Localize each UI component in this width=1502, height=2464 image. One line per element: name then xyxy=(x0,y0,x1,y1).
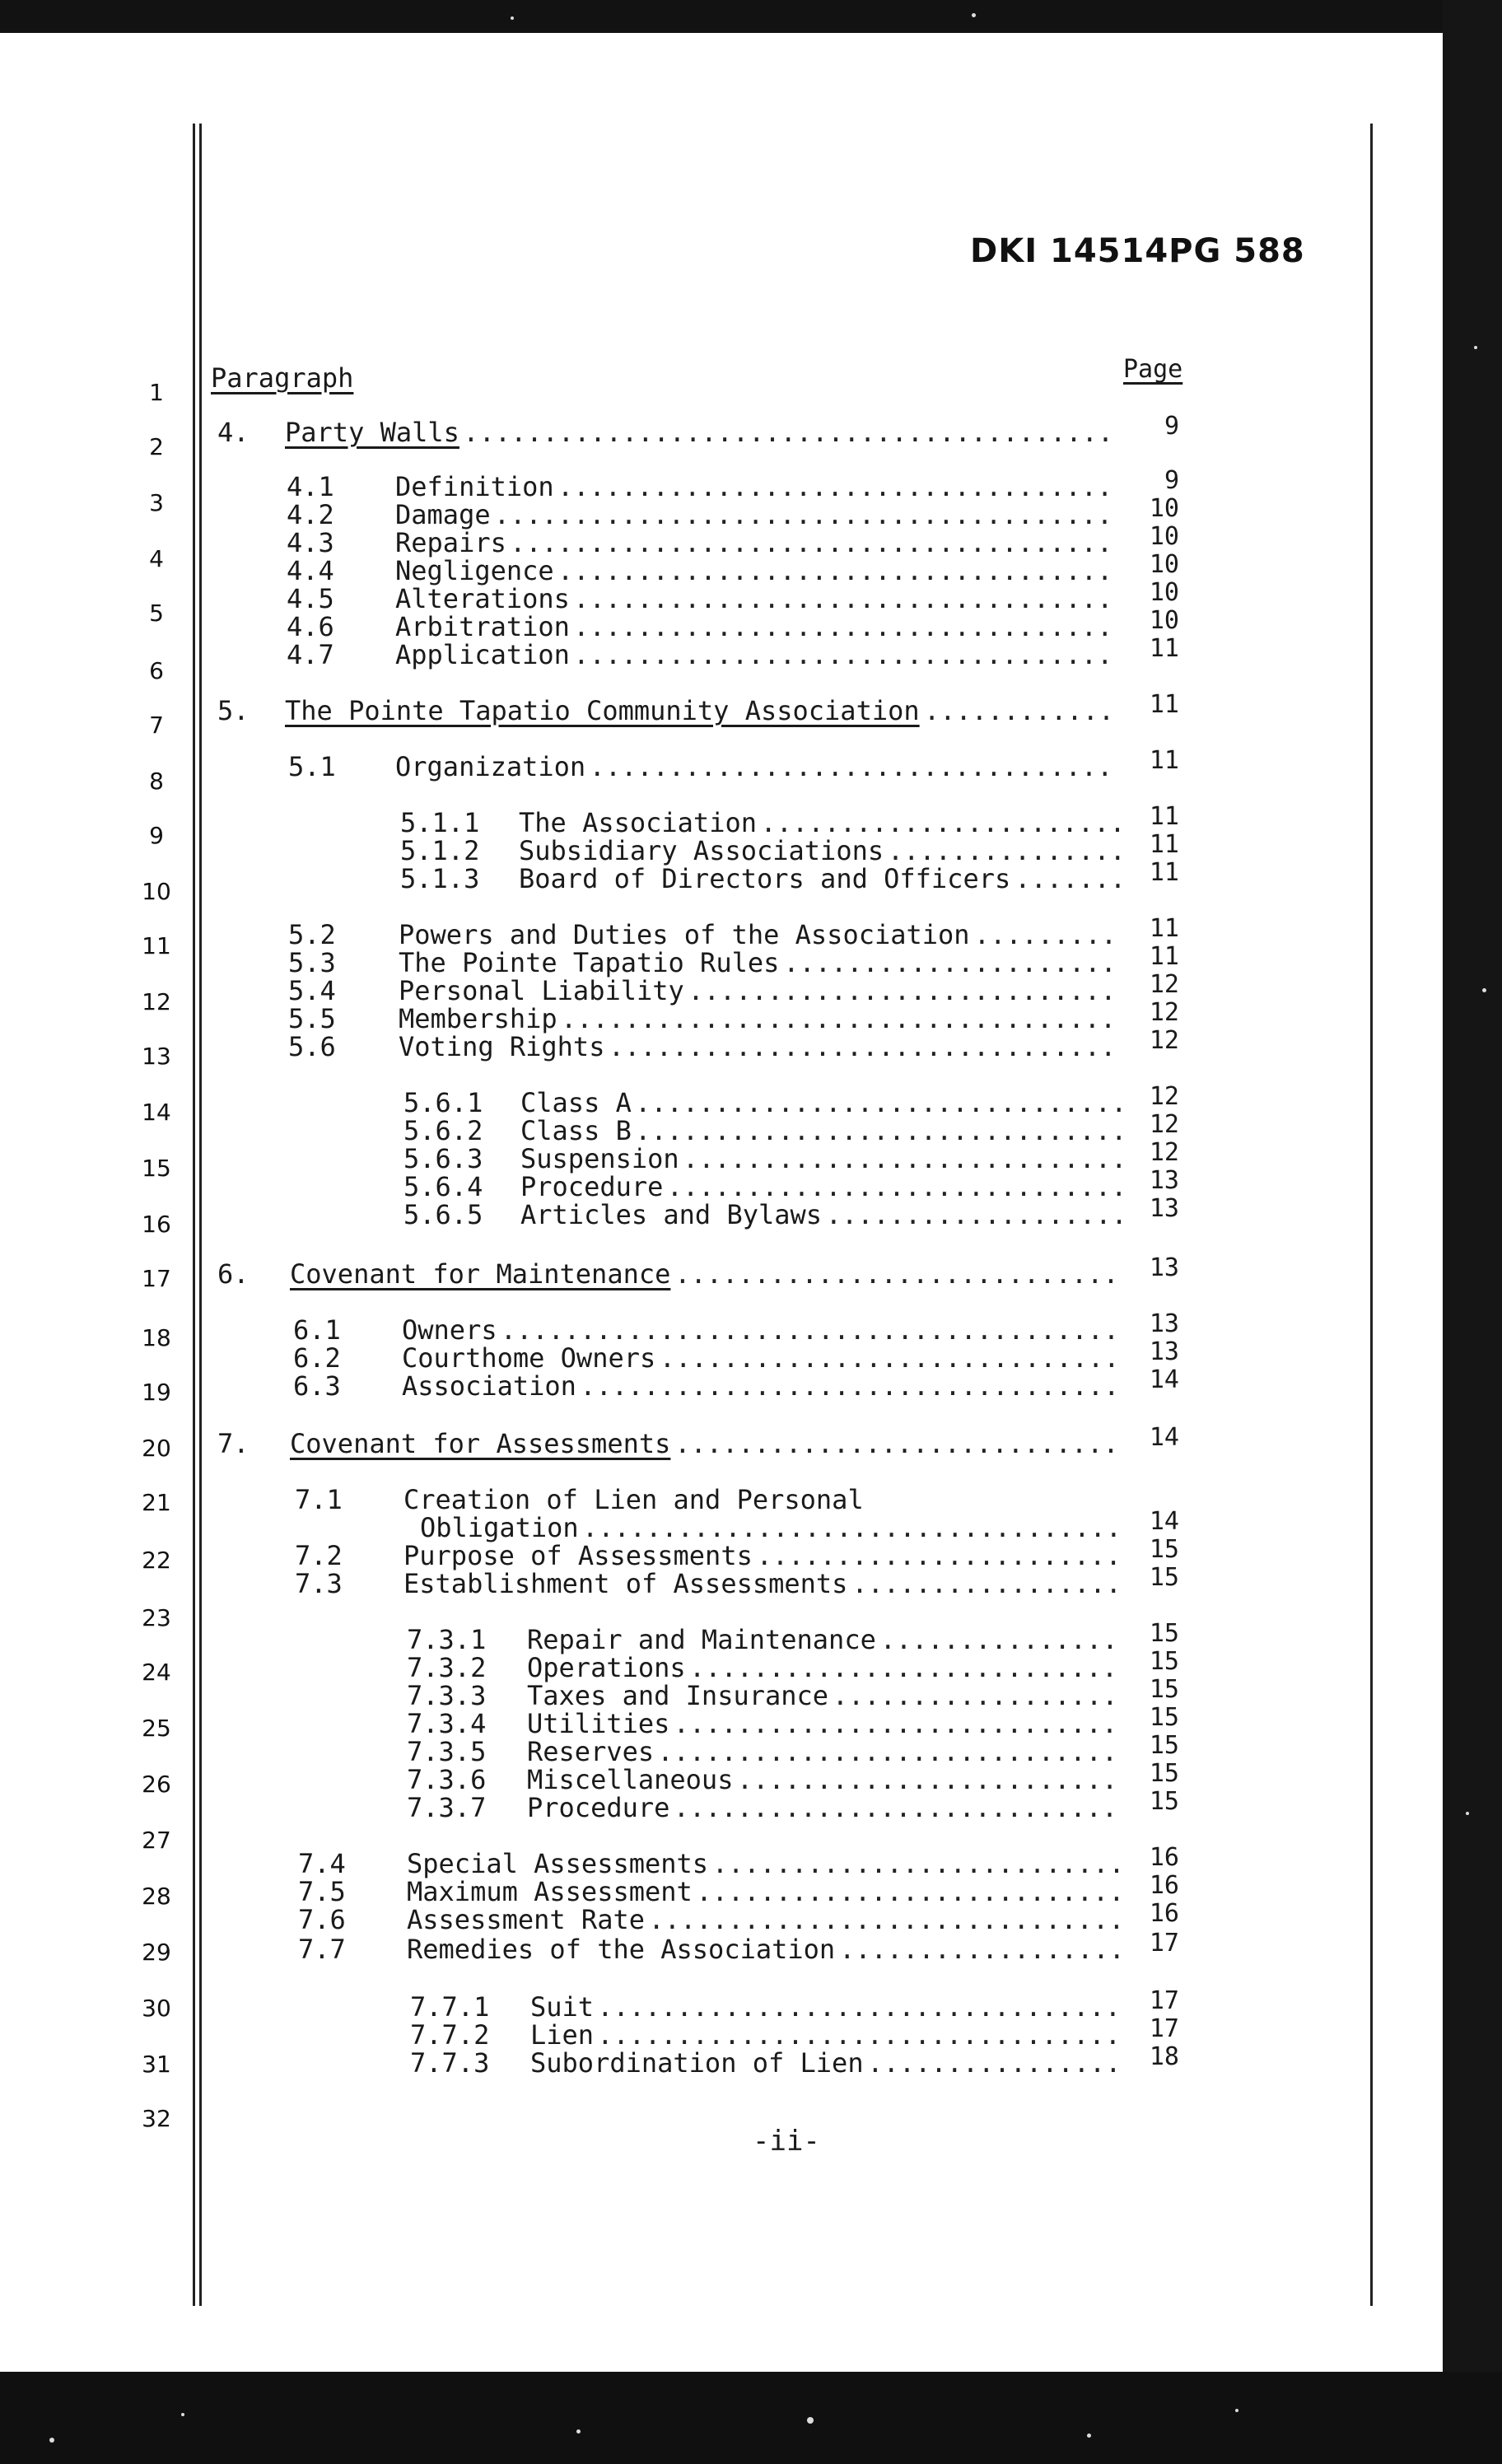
toc-entry-title: Articles and Bylaws xyxy=(520,1199,823,1230)
line-number: 21 xyxy=(142,1489,171,1516)
toc-entry-page: 11 xyxy=(1149,942,1179,971)
toc-entry-title: Damage xyxy=(395,499,491,530)
dot-leader: ................................ xyxy=(608,1031,1117,1062)
toc-entry-title: Remedies of the Association xyxy=(407,1934,836,1965)
line-number: 13 xyxy=(142,1043,171,1070)
toc-entry-number: 5.1 xyxy=(288,751,336,782)
dot-leader: ................................... xyxy=(561,1003,1117,1034)
toc-entry-page: 12 xyxy=(1149,998,1179,1027)
toc-entry-number: 4.2 xyxy=(287,499,334,530)
toc-entry-number: 5.6.3 xyxy=(403,1143,483,1174)
toc-entry-number: 5.1.2 xyxy=(400,835,480,866)
toc-entry-number: 4.7 xyxy=(287,639,334,670)
line-number: 32 xyxy=(142,2105,171,2132)
toc-entry-number: 5.3 xyxy=(288,947,336,978)
toc-entry-number: 5.6.5 xyxy=(403,1199,483,1230)
line-number: 4 xyxy=(149,545,164,572)
toc-entry-page: 12 xyxy=(1149,1026,1179,1055)
toc-entry-title: Class B xyxy=(520,1115,632,1146)
line-number: 23 xyxy=(142,1604,171,1631)
line-number: 9 xyxy=(149,822,164,849)
toc-entry-page: 15 xyxy=(1149,1731,1179,1760)
toc-entry-page: 15 xyxy=(1149,1647,1179,1676)
toc-entry-title: Membership xyxy=(399,1003,557,1034)
toc-entry-title: Assessment Rate xyxy=(407,1904,645,1935)
dot-leader: ....... xyxy=(1015,863,1126,894)
scan-border-top xyxy=(0,0,1502,33)
dot-leader: ................................. xyxy=(597,2019,1121,2051)
toc-entry-number: 7.3.1 xyxy=(407,1624,487,1655)
toc-entry-title: Alterations xyxy=(395,583,570,614)
dot-leader: ............................... xyxy=(635,1087,1127,1118)
toc-entry-number: 6.1 xyxy=(293,1314,341,1346)
dot-leader: .................................. xyxy=(573,611,1113,642)
dot-leader: ............... xyxy=(879,1624,1118,1655)
dot-leader: .................................. xyxy=(582,1512,1122,1543)
line-number: 25 xyxy=(142,1715,171,1742)
toc-entry-number: 5. xyxy=(217,695,250,726)
dot-leader: .............................. xyxy=(648,1904,1125,1935)
dot-leader: ....................................... xyxy=(493,499,1113,530)
toc-entry-page: 15 xyxy=(1149,1787,1179,1816)
dot-leader: ................................. xyxy=(589,751,1113,782)
dot-leader: ...................................... xyxy=(510,527,1113,558)
toc-entry-title: Maximum Assessment xyxy=(407,1876,693,1907)
scan-border-right xyxy=(1443,0,1502,2464)
toc-entry-page: 13 xyxy=(1149,1194,1179,1223)
toc-entry-page: 13 xyxy=(1149,1309,1179,1338)
dot-leader: ................................. xyxy=(597,1991,1121,2023)
dot-leader: ....................... xyxy=(760,807,1126,838)
dot-leader: ..................... xyxy=(783,947,1117,978)
toc-entry-title: The Association xyxy=(519,807,757,838)
toc-entry-page: 10 xyxy=(1149,606,1179,635)
dot-leader: ....................... xyxy=(756,1540,1122,1571)
toc-entry-title: Courthome Owners xyxy=(402,1342,656,1374)
line-number: 14 xyxy=(142,1099,171,1126)
dot-leader: .................. xyxy=(839,1934,1125,1965)
toc-entry-title: Party Walls xyxy=(285,417,459,448)
dot-leader: ................... xyxy=(825,1199,1127,1230)
toc-entry-page: 15 xyxy=(1149,1759,1179,1788)
toc-entry-title: Procedure xyxy=(520,1171,664,1202)
toc-entry-page: 11 xyxy=(1149,690,1179,719)
toc-entry-page: 14 xyxy=(1149,1365,1179,1394)
toc-entry-page: 15 xyxy=(1149,1619,1179,1648)
toc-entry-number: 7.2 xyxy=(295,1540,343,1571)
toc-entry-number: 5.6.2 xyxy=(403,1115,483,1146)
toc-entry-number: 4.4 xyxy=(287,555,334,586)
toc-entry-number: 7.3.2 xyxy=(407,1652,487,1683)
dot-leader: .................................. xyxy=(580,1370,1120,1402)
dot-leader: ............................ xyxy=(673,1792,1118,1823)
toc-entry-title: Procedure xyxy=(527,1792,670,1823)
dot-leader: ......................................... xyxy=(463,417,1114,448)
scan-speck xyxy=(511,16,514,20)
toc-entry-number: 7.3.3 xyxy=(407,1680,487,1711)
toc-entry-title: Board of Directors and Officers xyxy=(519,863,1011,894)
header-page: Page xyxy=(1123,355,1183,384)
toc-entry-number: 7.3 xyxy=(295,1568,343,1599)
toc-entry-title: Arbitration xyxy=(395,611,570,642)
toc-entry-title: Powers and Duties of the Association xyxy=(399,919,970,950)
toc-entry-page: 11 xyxy=(1149,830,1179,859)
toc-entry-title: Voting Rights xyxy=(399,1031,605,1062)
scan-speck xyxy=(1087,2434,1091,2438)
toc-entry-page: 13 xyxy=(1149,1337,1179,1366)
toc-entry-page: 17 xyxy=(1149,2014,1179,2043)
toc-entry-number: 7.3.4 xyxy=(407,1708,487,1739)
dot-leader: ............ xyxy=(924,695,1115,726)
toc-entry-number: 7.7 xyxy=(298,1934,346,1965)
line-number: 1 xyxy=(149,379,164,406)
line-number: 12 xyxy=(142,988,171,1015)
toc-entry-number: 7.5 xyxy=(298,1876,346,1907)
toc-entry-number: 5.6 xyxy=(288,1031,336,1062)
scan-border-bottom xyxy=(0,2372,1502,2464)
toc-entry-number: 4.3 xyxy=(287,527,334,558)
toc-entry-title: Purpose of Assessments xyxy=(403,1540,753,1571)
toc-entry-title: Subordination of Lien xyxy=(530,2047,864,2079)
toc-entry-title: Class A xyxy=(520,1087,632,1118)
dot-leader: ............................ xyxy=(673,1708,1118,1739)
toc-entry-number: 5.6.1 xyxy=(403,1087,483,1118)
line-number: 22 xyxy=(142,1547,171,1574)
line-number: 26 xyxy=(142,1771,171,1798)
toc-entry-title: Special Assessments xyxy=(407,1848,709,1879)
toc-entry-number: 6. xyxy=(217,1258,250,1290)
toc-entry-number: 7.4 xyxy=(298,1848,346,1879)
toc-entry-title: Reserves xyxy=(527,1736,655,1767)
line-number: 10 xyxy=(142,878,171,905)
scan-speck xyxy=(1466,1812,1469,1815)
toc-entry-page: 10 xyxy=(1149,550,1179,579)
dot-leader: ............................ xyxy=(674,1428,1119,1459)
toc-entry-page: 10 xyxy=(1149,522,1179,551)
toc-entry-page: 15 xyxy=(1149,1703,1179,1732)
toc-entry-page: 12 xyxy=(1149,1082,1179,1111)
line-number: 11 xyxy=(142,932,171,959)
toc-entry-page: 16 xyxy=(1149,1899,1179,1928)
toc-entry-number: 6.3 xyxy=(293,1370,341,1402)
toc-entry-page: 12 xyxy=(1149,1138,1179,1167)
scan-speck xyxy=(576,2429,581,2434)
toc-entry-title: Utilities xyxy=(527,1708,670,1739)
toc-entry-page: 16 xyxy=(1149,1843,1179,1872)
toc-entry-page: 13 xyxy=(1149,1166,1179,1195)
toc-entry-number: 6.2 xyxy=(293,1342,341,1374)
dot-leader: ............................. xyxy=(659,1342,1120,1374)
toc-entry-page: 15 xyxy=(1149,1563,1179,1592)
dot-leader: ......... xyxy=(973,919,1117,950)
toc-entry-page: 11 xyxy=(1149,858,1179,887)
scan-speck xyxy=(807,2417,814,2424)
line-number: 17 xyxy=(142,1265,171,1292)
toc-entry-title: Association xyxy=(402,1370,576,1402)
toc-entry-number: 7.3.5 xyxy=(407,1736,487,1767)
toc-entry-title: Organization xyxy=(395,751,586,782)
dot-leader: .................................. xyxy=(573,583,1113,614)
line-number: 5 xyxy=(149,600,164,627)
dot-leader: ................. xyxy=(851,1568,1122,1599)
line-number: 31 xyxy=(142,2051,171,2078)
left-margin-rule-inner xyxy=(199,124,202,2306)
toc-entry-title: Application xyxy=(395,639,570,670)
toc-entry-title: Personal Liability xyxy=(399,975,684,1006)
toc-entry-number: 7.7.2 xyxy=(410,2019,490,2051)
page-footer: -ii- xyxy=(753,2125,820,2158)
header-paragraph: Paragraph xyxy=(211,362,354,394)
toc-entry-number: 7.3.6 xyxy=(407,1764,487,1795)
toc-entry-title: Owners xyxy=(402,1314,497,1346)
toc-entry-title: Negligence xyxy=(395,555,554,586)
line-number: 18 xyxy=(142,1324,171,1351)
toc-entry-title: Repair and Maintenance xyxy=(527,1624,876,1655)
dot-leader: ....................................... xyxy=(500,1314,1120,1346)
scan-speck xyxy=(1235,2409,1238,2412)
toc-entry-page: 9 xyxy=(1164,466,1179,495)
toc-entry-page: 15 xyxy=(1149,1675,1179,1704)
toc-entry-title: Establishment of Assessments xyxy=(403,1568,848,1599)
dot-leader: ........................... xyxy=(696,1876,1125,1907)
toc-entry-number: 7.7.3 xyxy=(410,2047,490,2079)
line-number: 8 xyxy=(149,768,164,795)
toc-entry-title: Obligation xyxy=(420,1512,579,1543)
toc-entry-number: 5.6.4 xyxy=(403,1171,483,1202)
line-number: 19 xyxy=(142,1379,171,1406)
toc-entry-number: 7.1 xyxy=(295,1484,343,1515)
toc-entry-number: 7.6 xyxy=(298,1904,346,1935)
dot-leader: ............................ xyxy=(674,1258,1119,1290)
toc-entry-page: 11 xyxy=(1149,802,1179,831)
line-number: 6 xyxy=(149,657,164,684)
left-margin-rule xyxy=(193,124,195,2306)
toc-entry-title: Lien xyxy=(530,2019,595,2051)
toc-entry-page: 14 xyxy=(1149,1423,1179,1452)
toc-entry-title: Covenant for Assessments xyxy=(290,1428,671,1459)
toc-entry-title: Miscellaneous xyxy=(527,1764,734,1795)
toc-entry-title: Repairs xyxy=(395,527,506,558)
toc-entry-number: 7.7.1 xyxy=(410,1991,490,2023)
toc-entry-number: 7. xyxy=(217,1428,250,1459)
toc-entry-title: Operations xyxy=(527,1652,686,1683)
recording-stamp: DKI 14514PG 588 xyxy=(970,232,1305,270)
dot-leader: .................. xyxy=(832,1680,1118,1711)
dot-leader: ................................... xyxy=(557,471,1113,502)
scan-speck xyxy=(972,13,976,17)
toc-entry-title: Definition xyxy=(395,471,554,502)
dot-leader: .................................. xyxy=(573,639,1113,670)
toc-entry-number: 4.6 xyxy=(287,611,334,642)
toc-entry-number: 5.2 xyxy=(288,919,336,950)
toc-entry-page: 17 xyxy=(1149,1929,1179,1958)
toc-entry-page: 12 xyxy=(1149,1110,1179,1139)
toc-entry-number: 5.4 xyxy=(288,975,336,1006)
toc-entry-number: 5.5 xyxy=(288,1003,336,1034)
toc-entry-page: 10 xyxy=(1149,494,1179,523)
toc-entry-title: Suspension xyxy=(520,1143,679,1174)
toc-entry-page: 15 xyxy=(1149,1535,1179,1564)
line-number: 29 xyxy=(142,1939,171,1966)
line-number: 20 xyxy=(142,1435,171,1462)
toc-entry-number: 7.3.7 xyxy=(407,1792,487,1823)
toc-entry-page: 16 xyxy=(1149,1871,1179,1900)
toc-entry-page: 11 xyxy=(1149,746,1179,775)
dot-leader: ............................ xyxy=(683,1143,1127,1174)
dot-leader: ............... xyxy=(887,835,1126,866)
line-number: 15 xyxy=(142,1155,171,1182)
line-number: 7 xyxy=(149,712,164,739)
line-number: 24 xyxy=(142,1659,171,1686)
line-number: 2 xyxy=(149,433,164,460)
dot-leader: ................ xyxy=(867,2047,1122,2079)
line-number: 3 xyxy=(149,489,164,516)
toc-entry-title: Creation of Lien and Personal xyxy=(403,1484,864,1515)
toc-entry-title: Subsidiary Associations xyxy=(519,835,884,866)
toc-entry-page: 17 xyxy=(1149,1986,1179,2015)
right-margin-rule xyxy=(1370,124,1373,2306)
line-number: 30 xyxy=(142,1995,171,2022)
scan-speck xyxy=(181,2413,184,2416)
dot-leader: ........................... xyxy=(689,1652,1118,1683)
dot-leader: ............................. xyxy=(666,1171,1127,1202)
dot-leader: ........................... xyxy=(688,975,1117,1006)
toc-entry-number: 5.1.1 xyxy=(400,807,480,838)
toc-entry-title: Taxes and Insurance xyxy=(527,1680,829,1711)
scan-speck xyxy=(1474,346,1477,349)
toc-entry-page: 13 xyxy=(1149,1253,1179,1282)
line-number: 16 xyxy=(142,1211,171,1238)
toc-entry-number: 4.1 xyxy=(287,471,334,502)
toc-entry-page: 11 xyxy=(1149,634,1179,663)
line-number: 27 xyxy=(142,1827,171,1854)
dot-leader: ................................... xyxy=(557,555,1113,586)
dot-leader: .......................... xyxy=(711,1848,1125,1879)
toc-entry-title: Covenant for Maintenance xyxy=(290,1258,671,1290)
toc-entry-number: 4.5 xyxy=(287,583,334,614)
dot-leader: ........................ xyxy=(736,1764,1118,1795)
toc-entry-title: The Pointe Tapatio Community Association xyxy=(285,695,920,726)
toc-entry-page: 11 xyxy=(1149,914,1179,943)
toc-entry-number: 5.1.3 xyxy=(400,863,480,894)
dot-leader: ............................. xyxy=(657,1736,1118,1767)
toc-entry-title: Suit xyxy=(530,1991,595,2023)
toc-entry-number: 4. xyxy=(217,417,250,448)
toc-entry-page: 18 xyxy=(1149,2042,1179,2071)
scan-speck xyxy=(49,2438,54,2443)
toc-entry-title: The Pointe Tapatio Rules xyxy=(399,947,780,978)
toc-entry-page: 14 xyxy=(1149,1507,1179,1536)
toc-entry-page: 9 xyxy=(1164,412,1179,441)
toc-entry-page: 12 xyxy=(1149,970,1179,999)
toc-entry-page: 10 xyxy=(1149,578,1179,607)
dot-leader: ............................... xyxy=(635,1115,1127,1146)
scan-speck xyxy=(1482,988,1486,992)
line-number: 28 xyxy=(142,1883,171,1910)
